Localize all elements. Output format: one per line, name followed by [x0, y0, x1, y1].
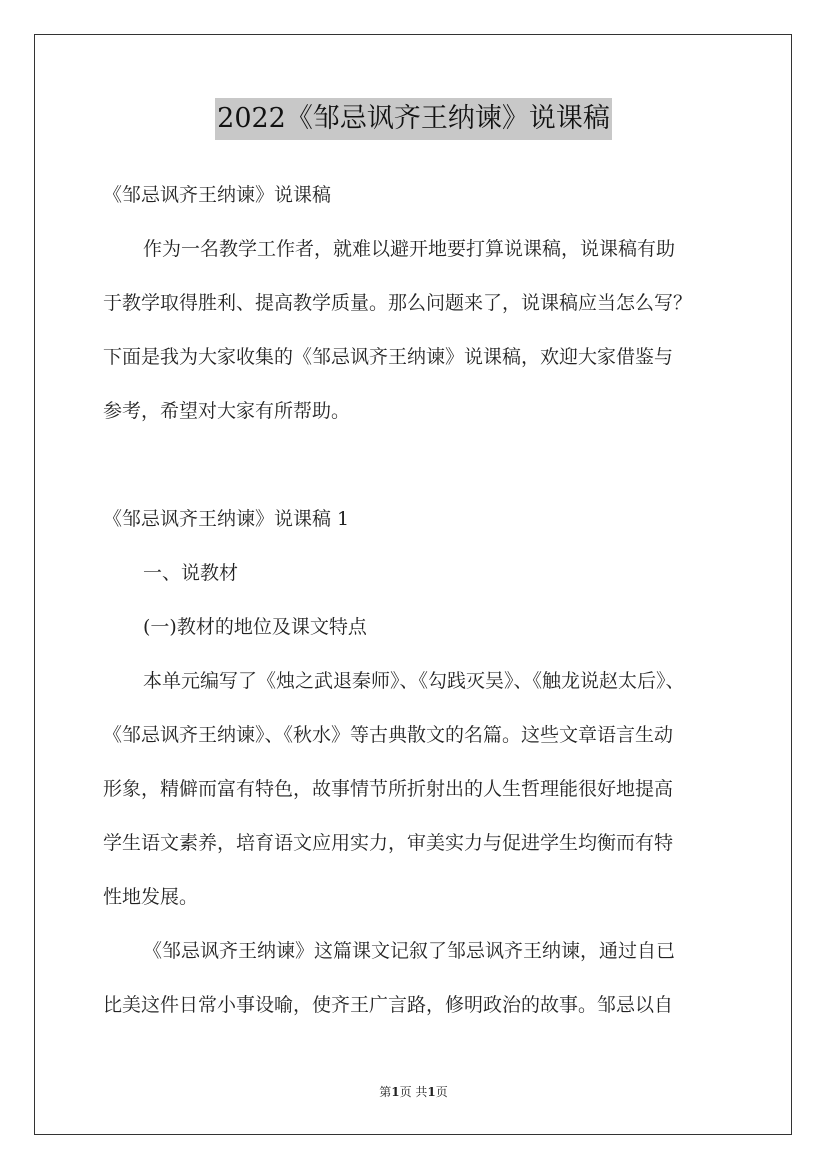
subtitle-line: 《邹忌讽齐王纳谏》说课稿 [103, 184, 332, 206]
paragraph-line: 下面是我为大家收集的《邹忌讽齐王纳谏》说课稿，欢迎大家借鉴与 [103, 346, 674, 368]
paragraph-line: 《邹忌讽齐王纳谏》这篇课文记叙了邹忌讽齐王纳谏，通过自已 [143, 940, 676, 962]
page-label-mid: 页 共 [399, 1085, 428, 1099]
section-heading: 《邹忌讽齐王纳谏》说课稿 1 [103, 508, 350, 530]
title-wrapper [0, 98, 827, 140]
paragraph-line: 参考，希望对大家有所帮助。 [103, 400, 351, 422]
paragraph-gap [103, 438, 728, 492]
paragraph-line: 比美这件日常小事设喻，使齐王广言路，修明政治的故事。邹忌以自 [103, 994, 674, 1016]
page-label-suffix: 页 [435, 1085, 448, 1099]
subsection-heading: 一、说教材 [143, 562, 239, 584]
document-body [103, 168, 728, 1032]
page-label-prefix: 第 [379, 1085, 392, 1099]
paragraph-line: 《邹忌讽齐王纳谏》、《秋水》等古典散文的名篇。这些文章语言生动 [103, 724, 674, 746]
page-current-number: 1 [391, 1085, 400, 1099]
document-title: 2022《邹忌讽齐王纳谏》说课稿 [215, 98, 612, 140]
paragraph-line: 性地发展。 [103, 886, 199, 908]
paragraph-line: 形象，精僻而富有特色，故事情节所折射出的人生哲理能很好地提高 [103, 778, 674, 800]
paragraph-line: 学生语文素养，培育语文应用实力，审美实力与促进学生均衡而有特 [103, 832, 674, 854]
page-total-number: 1 [427, 1085, 436, 1099]
subsection-heading: (一)教材的地位及课文特点 [143, 616, 367, 638]
paragraph-line: 作为一名教学工作者，就难以避开地要打算说课稿，说课稿有助 [143, 238, 676, 260]
page-footer [0, 1083, 827, 1101]
paragraph-line: 于教学取得胜利、提高教学质量。那么问题来了，说课稿应当怎么写？ [103, 292, 693, 314]
paragraph-line: 本单元编写了《烛之武退秦师》、《勾践灭吴》、《触龙说赵太后》、 [143, 670, 685, 692]
